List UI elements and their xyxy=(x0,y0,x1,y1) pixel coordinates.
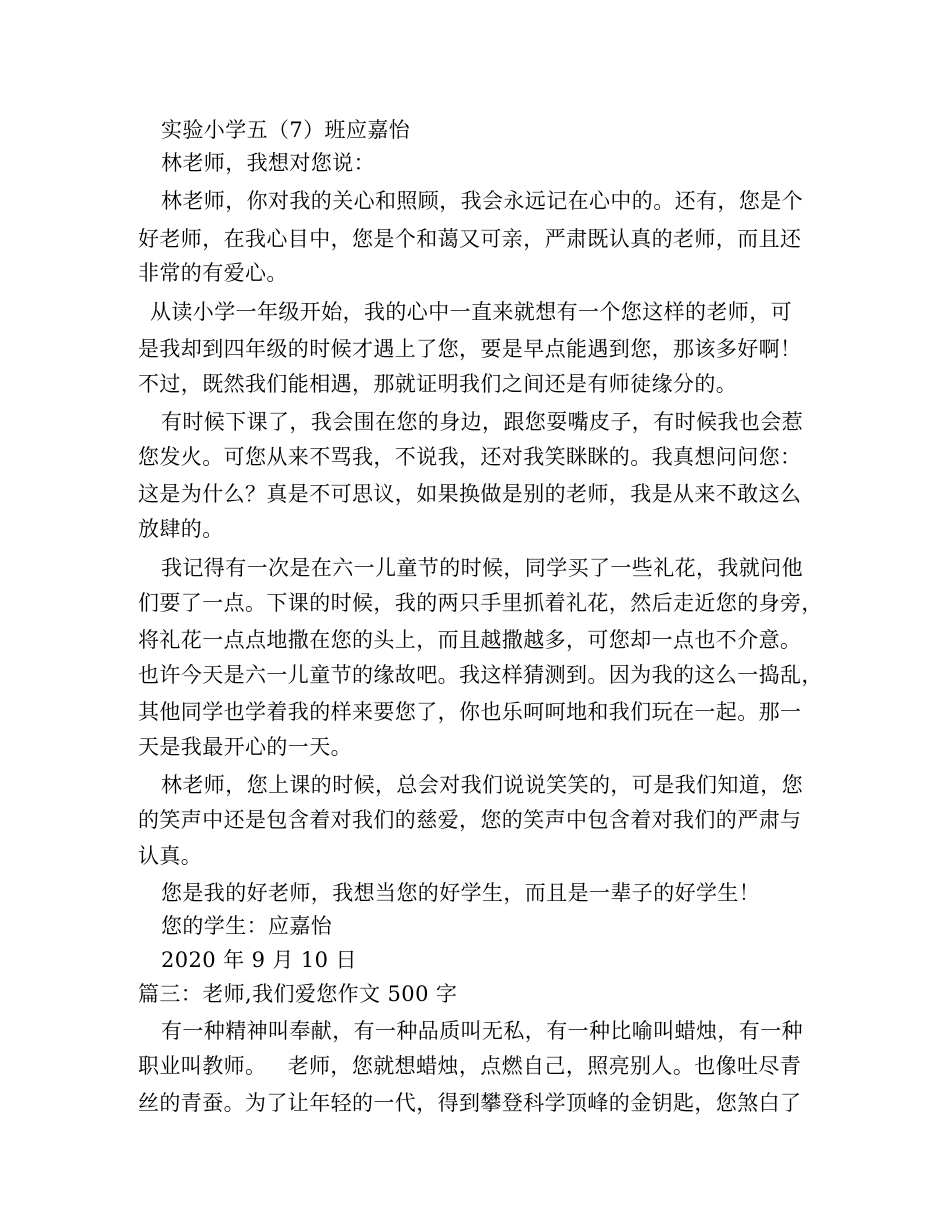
paragraph-line: 放肆的。 xyxy=(138,517,224,541)
paragraph-line: 我记得有一次是在六一儿童节的时候，同学买了一些礼花，我就问他 xyxy=(161,556,803,580)
paragraph-line: 职业叫教师。 老师，您就想蜡烛，点燃自己，照亮别人。也像吐尽青 xyxy=(138,1054,802,1078)
paragraph-line: 也许今天是六一儿童节的缘故吧。我这样猜测到。因为我的这么一捣乱， xyxy=(138,663,823,687)
paragraph-line: 林老师，您上课的时候，总会对我们说说笑笑的，可是我们知道，您 xyxy=(161,773,803,797)
paragraph-line: 从读小学一年级开始，我的心中一直来就想有一个您这样的老师，可 xyxy=(150,300,792,324)
paragraph-line: 您发火。可您从来不骂我，不说我，还对我笑眯眯的。我真想问问您： xyxy=(138,445,802,469)
paragraph-line: 有一种精神叫奉献，有一种品质叫无私，有一种比喻叫蜡烛，有一种 xyxy=(161,1019,803,1043)
paragraph-line: 不过，既然我们能相遇，那就证明我们之间还是有师徒缘分的。 xyxy=(138,372,738,396)
paragraph-line: 有时候下课了，我会围在您的身边，跟您耍嘴皮子，有时候我也会惹 xyxy=(161,410,803,434)
section-heading: 篇三：老师,我们爱您作文 500 字 xyxy=(138,982,458,1006)
paragraph-line: 天是我最开心的一天。 xyxy=(138,735,352,759)
paragraph-line: 林老师，你对我的关心和照顾，我会永远记在心中的。还有，您是个 xyxy=(161,189,803,213)
paragraph-line: 这是为什么？真是不可思议，如果换做是别的老师，我是从来不敢这么 xyxy=(138,482,802,506)
paragraph-line: 非常的有爱心。 xyxy=(138,261,288,285)
paragraph-line: 丝的青蚕。为了让年轻的一代，得到攀登科学顶峰的金钥匙，您煞白了 xyxy=(138,1091,802,1115)
author-line: 实验小学五（7）班应嘉怡 xyxy=(161,118,411,142)
paragraph-line: 您是我的好老师，我想当您的好学生，而且是一辈子的好学生！ xyxy=(161,881,761,905)
paragraph-line: 其他同学也学着我的样来要您了，你也乐呵呵地和我们玩在一起。那一 xyxy=(138,700,802,724)
date-line: 2020 年 9 月 10 日 xyxy=(161,948,357,972)
paragraph-line: 将礼花一点点地撒在您的头上，而且越撒越多，可您却一点也不介意。 xyxy=(138,628,802,652)
paragraph-line: 们要了一点。下课的时候，我的两只手里抓着礼花，然后走近您的身旁， xyxy=(138,591,823,615)
salutation: 林老师，我想对您说： xyxy=(161,151,375,175)
paragraph-line: 好老师，在我心目中，您是个和蔼又可亲，严肃既认真的老师，而且还 xyxy=(138,227,802,251)
paragraph-line: 认真。 xyxy=(138,844,203,868)
signature-line: 您的学生：应嘉怡 xyxy=(161,914,333,938)
paragraph-line: 是我却到四年级的时候才遇上了您，要是早点能遇到您，那该多好啊！ xyxy=(138,337,802,361)
paragraph-line: 的笑声中还是包含着对我们的慈爱，您的笑声中包含着对我们的严肃与 xyxy=(138,808,802,832)
